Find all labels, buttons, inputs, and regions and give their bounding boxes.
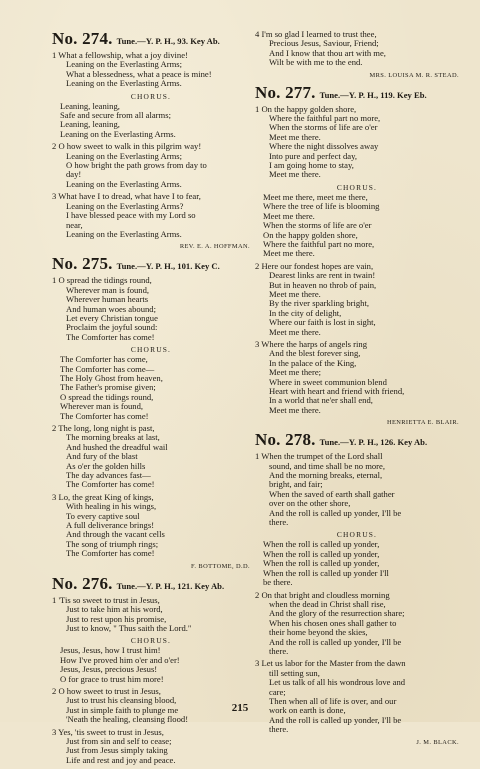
- hymn-line: Proclaim the joyful sound:: [66, 322, 158, 333]
- hymn-line: day!: [66, 169, 82, 180]
- stanza: [255, 591, 459, 657]
- hymn-line: And the morning breaks, eternal,: [269, 470, 383, 481]
- hymn-line: Just from sin and self to cease;: [66, 735, 172, 746]
- hymn-line: Let every Christian tongue: [66, 312, 158, 323]
- chorus-line: Leaning, leaning,: [60, 119, 120, 130]
- hymn-line: O how bright the path grows from day to: [66, 160, 207, 171]
- chorus-line: Safe and secure from all alarms;: [60, 110, 171, 121]
- hymn-line: Where our faith is lost in sight,: [269, 317, 376, 328]
- hymn-line: work on earth is done,: [269, 705, 346, 716]
- hymn-line: I am going home to stay,: [269, 160, 354, 171]
- chorus-line: When the roll is called up yonder I'll: [263, 567, 389, 578]
- hymn: [255, 431, 459, 746]
- hymn-line: 2 Here our fondest hopes are vain,: [255, 260, 374, 271]
- hymn-line: Meet me there.: [269, 404, 321, 415]
- hymn-line: Where the faithful part no more,: [269, 113, 381, 124]
- stanza: [52, 192, 250, 239]
- hymn-line: Meet me there.: [269, 288, 321, 299]
- hymn-line: Then when all of life is over, and our: [269, 695, 397, 706]
- hymn: [255, 84, 459, 428]
- chorus-heading: CHORUS.: [336, 182, 378, 192]
- hymn-line: 2 O how sweet to walk in this pilgrim way!: [52, 141, 202, 152]
- hymn-line: When the saved of earth shall gather: [269, 488, 395, 499]
- left-column: [52, 30, 250, 769]
- hymn-line: bright, and fair;: [269, 479, 323, 490]
- chorus-line: Meet me there, meet me there,: [263, 191, 368, 202]
- hymn-line: Meet me there.: [269, 326, 321, 337]
- hymn-line: Dearest links are rent in twain!: [269, 270, 376, 281]
- hymn-line: And fury of the blast: [66, 451, 138, 462]
- hymn-line: Where the night dissolves away: [269, 141, 379, 152]
- hymn-line: Just to know, " Thus saith the Lord.": [66, 622, 192, 633]
- hymn-line: Where in sweet communion blend: [269, 376, 387, 387]
- stanza: [52, 596, 250, 634]
- hymn-line: When the storms of life are o'er: [269, 122, 378, 133]
- hymn-line: near,: [66, 219, 83, 230]
- hymn-number: No. 276.: [52, 573, 113, 593]
- chorus-line: When the roll is called up yonder,: [263, 558, 380, 569]
- hymn-line: 'Neath the healing, cleansing flood!: [66, 714, 189, 725]
- hymn-line: 1 O spread the tidings round,: [52, 275, 152, 286]
- chorus-line: Meet me there.: [263, 248, 315, 259]
- chorus-line: The Comforter has come—: [60, 363, 155, 374]
- hymn-tune-info: Tune.—Y. P. H., 93. Key Ab.: [116, 36, 220, 46]
- hymn-line: 3 Lo, the great King of kings,: [52, 491, 154, 502]
- hymn-header: [52, 30, 250, 50]
- hymn-line: In a world that ne'er shall end,: [269, 395, 373, 406]
- hymn-line: Meet me there.: [269, 131, 321, 142]
- stanza: [255, 30, 459, 68]
- hymn-tune-info: Tune.—Y. P. H., 121. Key Ab.: [116, 580, 225, 591]
- hymn-header: [255, 84, 459, 104]
- hymn-line: A full deliverance brings!: [66, 520, 155, 531]
- hymn-line: sound, and time shall be no more,: [269, 460, 385, 471]
- chorus-line: Where the faithful part no more,: [263, 238, 375, 249]
- page-number: 215: [231, 702, 249, 714]
- hymn-line: The morning breaks at last,: [66, 432, 160, 443]
- hymn-line: The Comforter has come!: [66, 548, 155, 559]
- hymn-line: But in heaven no throb of pain,: [269, 279, 377, 290]
- hymn-line: 3 What have I to dread, what have I to fear,: [52, 191, 201, 202]
- hymn-line: The Comforter has come!: [66, 479, 155, 490]
- hymn-line: To every captive soul: [66, 510, 140, 521]
- hymn-line: Wilt be with me to the end.: [269, 57, 363, 68]
- chorus-line: The Father's promise given;: [60, 382, 156, 393]
- chorus: [52, 646, 250, 684]
- hymn-author: MRS. LOUISA M. R. STEAD.: [369, 71, 459, 79]
- hymn-line: 2 The long, long night is past,: [52, 423, 155, 433]
- hymn: [52, 30, 250, 251]
- stanza: [52, 493, 250, 559]
- hymn-line: I have blessed peace with my Lord so: [66, 210, 196, 221]
- hymn-line: And through the vacant cells: [66, 529, 165, 540]
- hymn-tune-info: Tune.—Y. P. H., 119. Key Eb.: [319, 89, 427, 100]
- hymn-line: And the roll is called up yonder, I'll be: [269, 636, 402, 647]
- hymn-line: And the roll is called up yonder, I'll be: [269, 714, 402, 725]
- hymn-line: 1 On the happy golden shore,: [255, 103, 357, 114]
- hymn-author: J. M. BLACK.: [416, 738, 459, 746]
- hymn-header: [52, 255, 250, 275]
- chorus-line: Leaning on the Everlasting Arms.: [60, 128, 176, 139]
- hymn-line: 3 Where the harps of angels ring: [255, 338, 367, 349]
- chorus-line: Jesus, Jesus, how I trust him!: [60, 645, 161, 656]
- chorus-heading: CHORUS.: [130, 636, 172, 646]
- chorus-line: The Comforter has come,: [60, 354, 148, 365]
- hymn-line: there.: [269, 724, 289, 735]
- hymn-line: Leaning on the Everlasting Arms.: [66, 178, 182, 189]
- stanza: [255, 659, 459, 734]
- chorus-line: Jesus, Jesus, precious Jesus!: [60, 664, 158, 675]
- hymn-number: No. 277.: [255, 82, 316, 102]
- hymn-line: 1 What a fellowship, what a joy divine!: [52, 50, 188, 60]
- stanza: [52, 424, 250, 490]
- chorus-line: On the happy golden shore,: [263, 229, 358, 240]
- hymn-line: till setting sun,: [269, 667, 320, 678]
- hymn: [52, 575, 250, 766]
- hymn-line: The day advances fast—: [66, 470, 151, 481]
- stanza: [255, 452, 459, 527]
- stanza: [52, 728, 250, 766]
- hymn-line: there.: [269, 517, 289, 528]
- hymn-line: Just in simple faith to plunge me: [66, 704, 179, 715]
- stanza: [52, 142, 250, 189]
- hymn-line: when the dead in Christ shall rise,: [269, 598, 386, 609]
- hymn-author: HENRIETTA E. BLAIR.: [386, 419, 459, 427]
- hymn-line: And the roll is called up yonder, I'll be: [269, 507, 402, 518]
- hymn-line: With healing in his wings,: [66, 501, 157, 512]
- hymn-line: Precious Jesus, Saviour, Friend;: [269, 38, 379, 49]
- hymn-line: Wherever human hearts: [66, 294, 149, 305]
- chorus: [255, 193, 459, 259]
- chorus: [52, 355, 250, 421]
- chorus-line: The Comforter has come!: [60, 410, 149, 421]
- chorus-line: Meet me there.: [263, 210, 315, 221]
- hymn-line: Meet me there.: [269, 169, 321, 180]
- hymn-line: The Comforter has come!: [66, 331, 155, 342]
- hymn-line: Life and rest and joy and peace.: [66, 754, 176, 765]
- chorus-line: When the roll is called up yonder,: [263, 548, 380, 559]
- stanza: [255, 262, 459, 337]
- chorus-line: When the roll is called up yonder,: [263, 539, 380, 550]
- hymn-line: Just to rest upon his promise,: [66, 613, 167, 624]
- chorus-line: Leaning, leaning,: [60, 100, 120, 111]
- hymn-line: Let us talk of all his wondrous love and: [269, 677, 406, 688]
- hymn-line: their home beyond the skies,: [269, 627, 368, 638]
- chorus: [255, 540, 459, 587]
- chorus-line: How I've proved him o'er and o'er!: [60, 654, 180, 665]
- hymn: [52, 255, 250, 570]
- hymn-line: Wherever man is found,: [66, 284, 150, 295]
- hymn-line: Just to trust his cleansing blood,: [66, 695, 177, 706]
- hymn-line: over on the other shore,: [269, 498, 351, 509]
- hymn-header: [52, 575, 250, 595]
- hymn-tune-info: Tune.—Y. P. H., 101. Key C.: [116, 261, 220, 272]
- hymn-line: When his chosen ones shall gather to: [269, 617, 397, 628]
- hymn-number: No. 274.: [52, 29, 113, 48]
- hymn-line: 1 When the trumpet of the Lord shall: [255, 451, 383, 462]
- hymn-line: 1 'Tis so sweet to trust in Jesus,: [52, 594, 160, 605]
- hymn-line: Leaning on the Everlasting Arms.: [66, 228, 182, 239]
- hymn-line: What a blessedness, what a peace is mine!: [66, 68, 212, 79]
- hymn-line: 2 O how sweet to trust in Jesus,: [52, 685, 161, 696]
- stanza: [52, 276, 250, 342]
- hymn-line: By the river sparkling bright,: [269, 298, 370, 309]
- hymn-author: REV. E. A. HOFFMAN.: [179, 243, 250, 251]
- chorus-line: Where the tree of life is blooming: [263, 201, 380, 212]
- hymn-header: [255, 431, 459, 451]
- hymn-line: Leaning on the Everlasting Arms.: [66, 78, 182, 89]
- hymn-tune-info: Tune.—Y. P. H., 126. Key Ab.: [319, 437, 428, 448]
- chorus-heading: CHORUS.: [130, 345, 172, 355]
- hymn-line: In the palace of the King,: [269, 357, 357, 368]
- hymn-line: Meet me there;: [269, 367, 322, 378]
- hymn-line: Heart with heart and friend with friend,: [269, 386, 405, 396]
- chorus-heading: CHORUS.: [130, 91, 172, 101]
- hymn-line: The song of triumph rings;: [66, 538, 159, 549]
- hymn-line: Leaning on the Everlasting Arms;: [66, 59, 182, 70]
- stanza: [255, 340, 459, 415]
- hymn-line: And I know that thou art with me,: [269, 47, 386, 58]
- hymn-line: And human woes abound;: [66, 303, 156, 314]
- chorus: [52, 102, 250, 140]
- hymn-line: care;: [269, 686, 286, 697]
- hymn-number: No. 278.: [255, 430, 316, 450]
- hymn-line: Leaning on the Everlasting Arms;: [66, 150, 182, 161]
- hymn-line: And the blest forever sing,: [269, 348, 361, 359]
- hymn-author: F. BOTTOME, D.D.: [190, 562, 250, 570]
- right-column: [255, 30, 459, 751]
- hymn-number: No. 275.: [52, 254, 113, 274]
- stanza: [255, 105, 459, 180]
- hymn-line: Into pure and perfect day,: [269, 150, 357, 161]
- hymn-line: And the glory of the resurrection share;: [269, 608, 405, 619]
- chorus-heading: CHORUS.: [336, 530, 378, 540]
- hymn-line: And hushed the dreadful wail: [66, 441, 168, 452]
- chorus-line: O spread the tidings round,: [60, 391, 154, 402]
- hymn-line: In the city of delight,: [269, 307, 342, 318]
- chorus-line: Wherever man is found,: [60, 401, 144, 412]
- chorus-line: be there.: [263, 577, 293, 588]
- hymn: [255, 30, 459, 80]
- hymn-line: Leaning on the Everlasting Arms?: [66, 200, 184, 211]
- stanza: [52, 51, 250, 89]
- hymn-line: 3 Let us labor for the Master from the dawn: [255, 658, 406, 669]
- chorus-line: O for grace to trust him more!: [60, 673, 164, 684]
- hymn-line: 4 I'm so glad I learned to trust thee,: [255, 29, 377, 39]
- hymn-line: there.: [269, 645, 289, 656]
- hymn-line: 2 On that bright and cloudless morning: [255, 589, 390, 600]
- hymn-line: 3 Yes, 'tis sweet to trust in Jesus,: [52, 726, 164, 737]
- hymn-line: Just from Jesus simply taking: [66, 745, 168, 756]
- hymn-line: As o'er the golden hills: [66, 460, 146, 471]
- hymn-line: Just to take him at his word,: [66, 604, 163, 615]
- chorus-line: The Holy Ghost from heaven,: [60, 372, 163, 383]
- chorus-line: When the storms of life are o'er: [263, 220, 372, 231]
